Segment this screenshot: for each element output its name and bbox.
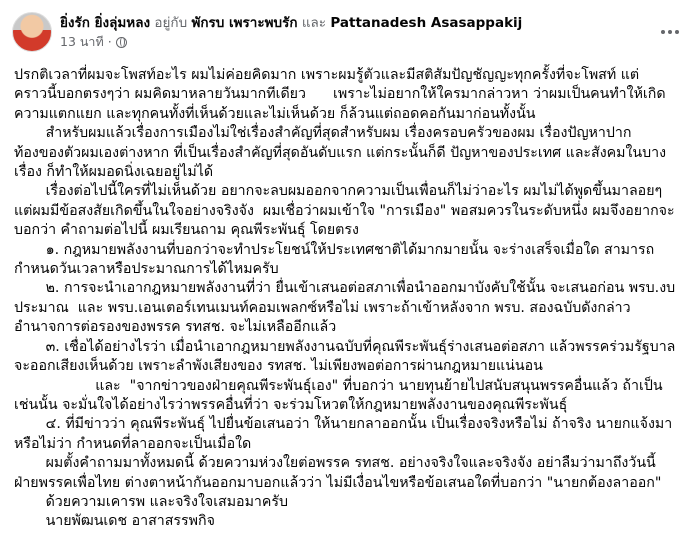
author-avatar[interactable] bbox=[12, 12, 52, 52]
post-text-line: ความแตกแยก และทุกคนทั้งที่เห็นด้วยและไม่เห็นด้วย ก็ล้วนแต่ถอดคอกันมาก่อนทั้งนั้น bbox=[14, 105, 536, 122]
post-text-line: ผมตั้งคำถามมาทั้งหมดนี้ ด้วยความห่วงใยต่อพรรค รทสช. อย่างจริงใจและจริงจัง อย่าลืมว่ามาถึงวันนี้ bbox=[14, 455, 656, 472]
author-name[interactable]: ยิ่งรัก ยิ่งลุ่มหลง bbox=[60, 15, 151, 31]
post-text-line: ๒. การจะนำเอากฎหมายพลังงานที่ว่า ยื่นเข้าเสนอต่อสภาเพื่อนำออกมาบังคับใช้นั้น จะเสนอก่อน พรบ.งบ bbox=[14, 280, 676, 297]
post-text-line: เช่นนั้น จะมั่นใจได้อย่างไรว่าพรรคอื่นที่ว่า จะร่วมโหวตให้กฎหมายพลังงานของคุณพีระพันธุ์ bbox=[14, 396, 568, 413]
post-text-line: กำหนดวันเวลาหรือประมาณการได้ไหมครับ bbox=[14, 261, 279, 278]
tagged-person-2[interactable]: Pattanadesh Asasappakij bbox=[330, 15, 523, 31]
more-options-button[interactable] bbox=[656, 18, 684, 46]
post-text-line: อำนาจการต่อรองของพรรค รทสช. จะไม่เหลืออีกแล้ว bbox=[14, 319, 337, 336]
dot-icon bbox=[668, 30, 672, 34]
post-time[interactable]: 13 นาที bbox=[60, 34, 104, 49]
post-author-line bbox=[60, 14, 522, 32]
post-text-line: ๓. เชื่อได้อย่างไรว่า เมื่อนำเอากฎหมายพลังงานฉบับที่คุณพีระพันธุ์ร่างเสนอต่อสภา แล้วพรรคร่วมรัฐบาล bbox=[14, 338, 676, 355]
tagged-person-1[interactable]: พักรบ เพราะพบรัก bbox=[191, 15, 298, 31]
post-body-text bbox=[14, 66, 690, 532]
post-text-line: หรือไม่ว่า กำหนดที่ลาออกจะเป็นเมื่อใด bbox=[14, 435, 252, 452]
post-text-line: สำหรับผมแล้วเรื่องการเมืองไม่ใช่เรื่องสำคัญที่สุดสำหรับผม เรื่องครอบครัวของผม เรื่องปัญหาปาก bbox=[14, 125, 632, 142]
with-text: อยู่กับ bbox=[154, 15, 188, 31]
meta-separator: · bbox=[107, 34, 112, 49]
post-text-line: จะออกเสียงเห็นด้วย เพราะลำพังเสียงของ รทสช. ไม่เพียงพอต่อการผ่านกฎหมายแน่นอน bbox=[14, 358, 543, 375]
post-text-line: และ "จากข่าวของฝ่ายคุณพีระพันธุ์เอง" ที่บอกว่า นายทุนย้ายไปสนับสนุนพรรคอื่นแล้ว ถ้าเป็น bbox=[14, 377, 663, 394]
post-text-line: คราวนี้บอกตรงๆว่า ผมคิดมาหลายวันมากทีเดียว เพราะไม่อยากให้ใครมากล่าวหา ว่าผมเป็นคนทำให้เกิด bbox=[14, 86, 666, 103]
post-text-line: ปรกติเวลาที่ผมจะโพสท์อะไร ผมไม่ค่อยคิดมาก เพราะผมรู้ตัวและมีสติสัมปัญชัญญะทุกครั้งที่จะโพสท์ แต่ bbox=[14, 67, 640, 83]
dot-icon bbox=[675, 30, 679, 34]
and-text: และ bbox=[301, 15, 327, 31]
globe-icon[interactable] bbox=[116, 37, 127, 48]
post-text-line: ฝ่ายพรรคเพื่อไทย ต่างตาหน้ากันออกมาบอกแล้วว่า ไม่มีเงื่อนไขหรือข้อเสนอใดที่บอกว่า "นายกต้องลาออก" bbox=[14, 474, 662, 491]
post-text-line: เรื่องต่อไปนี้ใครที่ไม่เห็นด้วย อยากจะลบผมออกจากความเป็นเพื่อนก็ไม่ว่าอะไร ผมไม่ได้พูดขึ้นมาลอยๆ bbox=[14, 183, 663, 200]
post-text-line: ด้วยความเคารพ และจริงใจเสมอมาครับ bbox=[14, 493, 289, 510]
post-text-line: ๑. กฎหมายพลังงานที่บอกว่าจะทำประโยชน์ให้ประเทศชาติได้มากมายนั้น จะร่างเสร็จเมื่อใด สามารถ bbox=[14, 241, 655, 258]
post-meta bbox=[60, 34, 127, 50]
post-text-line: นายพัฒนเดช อาสาสรรพกิจ bbox=[14, 513, 215, 530]
post-text-line: ประมาณ และ พรบ.เอนเตอร์เทนเมนท์คอมเพลกซ์หรือไม่ เพราะถ้าเข้าหลังจาก พรบ. สองฉบับดังกล่าว bbox=[14, 299, 631, 316]
post-text-line: ๔. ที่มีข่าวว่า คุณพีระพันธุ์ ไปยื่นข้อเสนอว่า ให้นายกลาออกนั้น เป็นเรื่องจริงหรือไม่ ถ้าจริง นายกแจ้งมา bbox=[14, 416, 673, 433]
post-header bbox=[12, 12, 688, 56]
post-text-line: แต่ผมมีข้อสงสัยเกิดขึ้นในใจอย่างจริงจัง ผมเชื่อว่าผมเข้าใจ "การเมือง" พอสมควรในระดับหนึ่ง ผมจึงอยากจะ bbox=[14, 202, 675, 219]
post-text-line: เรื่อง ก็ทำให้ผมอดนิ่งเฉยอยู่ไม่ได้ bbox=[14, 164, 214, 181]
dot-icon bbox=[661, 30, 665, 34]
post-text-line: ท้องของตัวผมเองต่างหาก ที่เป็นเรื่องสำคัญที่สุดอันดับแรก แต่กระนั้นก็ดี ปัญหาของประเทศ และสังคมในบาง bbox=[14, 144, 667, 161]
post-text-line: บอกว่า คำถามต่อไปนี้ ผมเรียนถาม คุณพีระพันธุ์ โดยตรง bbox=[14, 222, 359, 239]
